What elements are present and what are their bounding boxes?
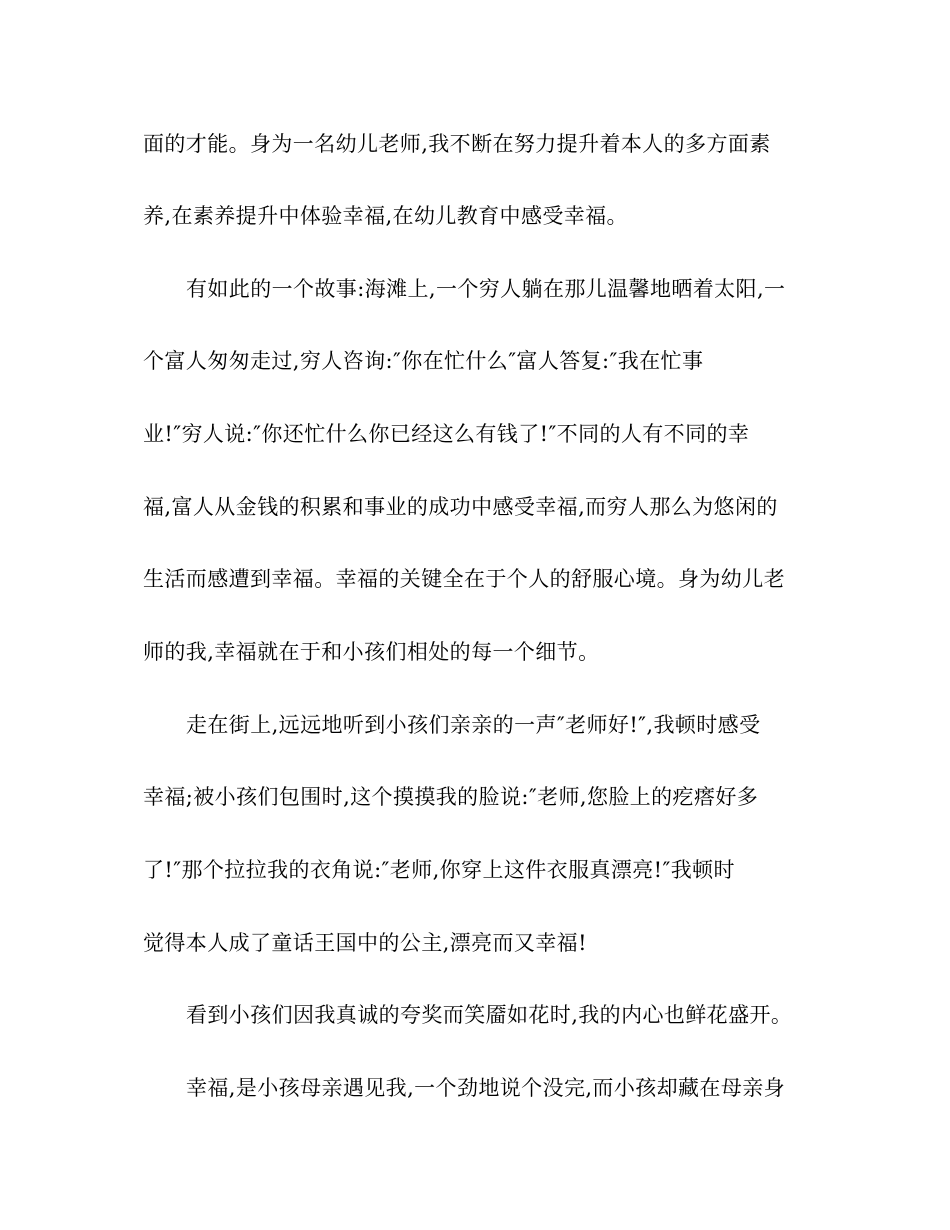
- text-line: 福,富人从金钱的积累和事业的成功中感受幸福,而穷人那么为悠闲的: [143, 495, 778, 519]
- text-line: 幸福;被小孩们包围时,这个摸摸我的脸说:″老师,您脸上的疙瘩好多: [143, 785, 759, 809]
- text-line: 养,在素养提升中体验幸福,在幼儿教育中感受幸福。: [143, 204, 628, 228]
- text-line: 面的才能。身为一名幼儿老师,我不断在努力提升着本人的多方面素: [143, 132, 771, 156]
- text-line: 了!″那个拉拉我的衣角说:″老师,你穿上这件衣服真漂亮!″我顿时: [143, 858, 735, 882]
- paragraph-start-line: 看到小孩们因我真诚的夸奖而笑靥如花时,我的内心也鲜花盛开。: [186, 1003, 793, 1027]
- paragraph-start-line: 走在街上,远远地听到小孩们亲亲的一声″老师好!″,我顿时感受: [186, 713, 761, 737]
- paragraph-start-line: 有如此的一个故事:海滩上,一个穷人躺在那儿温馨地晒着太阳,一: [186, 277, 786, 301]
- text-line: 觉得本人成了童话王国中的公主,漂亮而又幸福!: [143, 931, 587, 955]
- text-line: 生活而感遭到幸福。幸福的关键全在于个人的舒服心境。身为幼儿老: [143, 567, 785, 591]
- paragraph-start-line: 幸福,是小孩母亲遇见我,一个劲地说个没完,而小孩却藏在母亲身: [186, 1076, 786, 1100]
- text-line: 个富人匆匆走过,穷人咨询:″你在忙什么″富人答复:″我在忙事: [143, 349, 704, 373]
- text-line: 业!″穷人说:″你还忙什么你已经这么有钱了!″不同的人有不同的幸: [143, 422, 750, 446]
- text-line: 师的我,幸福就在于和小孩们相处的每一个细节。: [143, 640, 600, 664]
